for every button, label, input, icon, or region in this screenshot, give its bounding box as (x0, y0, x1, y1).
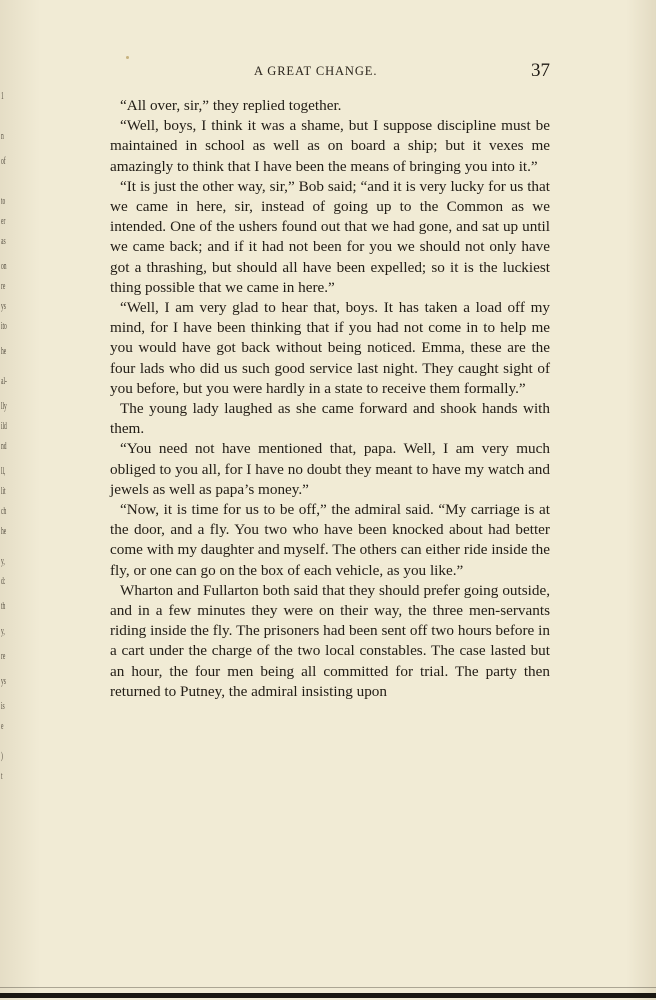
margin-fragment: er (1, 215, 6, 227)
margin-fragment: n (1, 130, 4, 142)
margin-fragment: lit (1, 485, 6, 497)
margin-fragment: to (1, 195, 6, 207)
running-head (110, 60, 550, 84)
margin-fragment: as (1, 235, 6, 247)
page-number: 37 (531, 60, 550, 81)
margin-fragment: nd (1, 440, 7, 452)
margin-fragment: y, (1, 625, 5, 637)
margin-fragment: d: (1, 575, 6, 587)
margin-fragment: he (1, 345, 7, 357)
margin-fragment: of (1, 155, 6, 167)
facing-page-gutter (0, 80, 18, 800)
margin-fragment: al- (1, 375, 7, 387)
paragraph: The young lady laughed as she came forward and shook hands with them. (110, 400, 550, 438)
paragraph: “All over, sir,” they replied together. (120, 97, 342, 114)
margin-fragment: ll, (1, 465, 6, 477)
margin-fragment: on (1, 260, 7, 272)
margin-fragment: ys (1, 675, 6, 687)
margin-fragment: lly (1, 400, 7, 412)
margin-fragment: re (1, 650, 6, 662)
margin-fragment: ch (1, 505, 7, 517)
margin-fragment: is (1, 700, 5, 712)
margin-fragment: y, (1, 555, 5, 567)
bottom-edge-line (0, 987, 656, 988)
paragraph: “You need not have mentioned that, papa. Well, I am very much obliged to you all, for I have no doubt they meant to have my watch and jewels as well as papa’s money.” (110, 440, 550, 498)
margin-fragment: e (1, 720, 4, 732)
bottom-edge-bar (0, 993, 656, 998)
paragraph: Wharton and Fullarton both said that they should prefer going outside, and in a few minutes they were on their way, the three men-servants riding inside the fly. The prisoners had been sent off two hours before in a cart under the charge of the two local constables. The case lasted but an hour, the four men being all committed for trial. The party then returned to Putney, the admiral insisting upon (110, 581, 550, 700)
paragraph: “It is just the other way, sir,” Bob said; “and it is very lucky for us that we came in here, sir, instead of going up to the Common as we intended. One of the ushers found out that we had gone, and sat up until we came back; and if it had not been for you we should not only have got a thrashing, but should all have been expelled; so it is the luckiest thing possible that we came in here.” (110, 177, 550, 296)
paper-speck (126, 56, 129, 59)
margin-fragment: t (1, 770, 3, 782)
margin-fragment: ) (1, 750, 3, 762)
margin-fragment: 1 (1, 90, 4, 102)
margin-fragment: ys (1, 300, 6, 312)
paragraph: “Well, boys, I think it was a shame, but I suppose discipline must be maintained in school as well as on board a ship; but it vexes me amazingly to think that I have been the means of bringing you into it.” (110, 117, 550, 175)
margin-fragment: re (1, 280, 6, 292)
body-text (110, 96, 550, 702)
margin-fragment: he (1, 525, 7, 537)
paragraph: “Now, it is time for us to be off,” the admiral said. “My carriage is at the door, and a fly. You two who have been knocked about had better come with my daughter and myself. The others can either ride inside the fly, or one can go on the box of each vehicle, as you like.” (110, 501, 550, 579)
margin-fragment: th (1, 600, 6, 612)
margin-fragment: ito (1, 320, 7, 332)
paragraph: “Well, I am very glad to hear that, boys. It has taken a load off my mind, for I have been thinking that if you had not come in to help me you would have got back without being noticed. Emma, these are the four lads who did us such good service last night. They caught sight of you before, but you were hardly in a state to receive them formally.” (110, 299, 550, 397)
running-title: A GREAT CHANGE. (254, 64, 378, 78)
margin-fragment: ild (1, 420, 7, 432)
